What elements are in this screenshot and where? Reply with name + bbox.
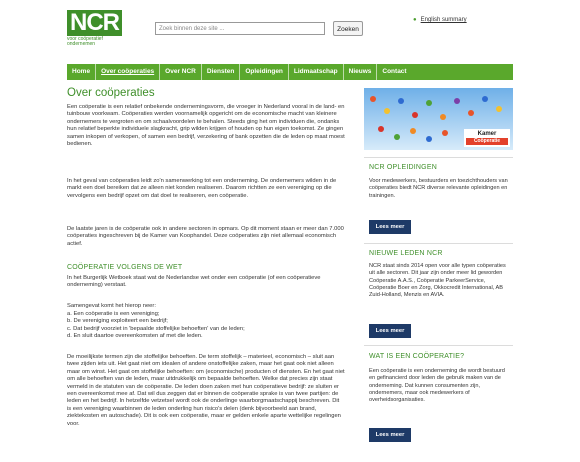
sidebar-text-wat-is: Een coöperatie is een onderneming die wordt bestuurd en gefinancierd door leden die gebruik maken van de onderneming. Dat kunnen consumenten zijn, ondernemers, maar ook medewerkers of overheidsorganisaties. xyxy=(369,368,505,404)
skydiver-figure xyxy=(370,96,376,102)
nav-contact[interactable]: Contact xyxy=(382,68,407,75)
lees-meer-button-opleidingen[interactable]: Lees meer xyxy=(369,220,411,234)
paragraph-6: De moeilijkste termen zijn die stoffelijke behoeften. De term stoffelijk – materieel, economisch – sluit aan twee zijden iets uit. Het gaat niet om idealen of andere onstoffelijke zaken, maar het gaat ook niet alleen maar om winst. Het gaat om stoffelijke behoeften: om (economische) producten of diensten. En het gaat niet om alle behoeften van de leden, maar uitdrukkelijk om bepaalde behoeften. Welke dat precies zijn staat vermeld in de statuten van de coöperatie. De leden doen zaken met hun coöperatieve bedrijf: ze sluiten er een overeenkomst mee af. Dat wil dus zeggen dat er binnen de coöperatie sprake is van twee partijen: de leden en het bedrijf. In hetzelfde vetzetsel wordt ook de onderlinge waarborgmaatschappij beschreven. Dit is een vereniging waarbinnen de leden onderling hun risico's delen (denk bijvoorbeeld aan brand, ziektekosten en autoschade). Dit is ook een coöperatie, maar er gelden enkele aparte wettelijke regelingen voor. xyxy=(67,354,345,427)
page-title: Over coöperaties xyxy=(67,87,155,99)
english-summary-label: English summary xyxy=(420,17,467,23)
skydiver-figure xyxy=(454,98,460,104)
badge-line-1: Kamer xyxy=(477,131,497,137)
paragraph-4: In het Burgerlijk Wetboek staat wat de Nederlandse wet onder een coöperatie (of een coöperatieve onderneming) verstaat. xyxy=(67,275,321,289)
logo-tagline-1: voor coöperatief xyxy=(67,36,103,42)
english-summary-link[interactable] xyxy=(413,17,467,23)
nav-lidmaatschap[interactable]: Lidmaatschap xyxy=(289,64,344,80)
sidebar-heading-wat-is: WAT IS EEN COÖPERATIE? xyxy=(369,353,465,360)
list-item: c. Dat bedrijf voorziet in 'bepaalde stoffelijke behoeften' van de leden; xyxy=(67,325,245,332)
badge-line-2: Coöperatie xyxy=(466,138,508,145)
nav-diensten[interactable]: Diensten xyxy=(202,64,240,80)
nav-over-cooperaties[interactable]: Over coöperaties xyxy=(96,64,160,80)
lees-meer-button-wat-is[interactable]: Lees meer xyxy=(369,428,411,442)
skydiver-figure xyxy=(384,108,390,114)
kamer-cooperatie-badge xyxy=(464,129,510,147)
nav-home[interactable]: Home xyxy=(67,64,96,80)
paragraph-2: In het geval van coöperaties leidt zo'n samenwerking tot een onderneming. De ondernemers wilden in de markt een doel bereiken dat ze alleen niet konden realiseren. Daarom richtten ze een vereniging op die vervolgens een bedrijf opzet om dat doel te realiseren, een coöperatie. xyxy=(67,178,337,199)
sidebar-heading-nieuwe-leden: NIEUWE LEDEN NCR xyxy=(369,250,443,257)
summary-lead: Samengevat komt het hierop neer: xyxy=(67,303,156,309)
intro-paragraph: Een coöperatie is een relatief onbekende ondernemingsvorm, die vroeger in Nederland vooral in de land- en tuinbouw voorkwam. Coöperaties werden voornamelijk opgericht om de economische macht van kleinere ondernemers te vergroten en om schaalvoordelen te behalen. Steeds ging het om individuen die, ondanks hun relatief beperkte individuele slagkracht, grip wilden krijgen of houden op hun eigen toekomst. Ze gingen samen inkopen of verkopen, of samen een bedrijf, verzekering of bank opzetten die de leden op maat moest bedienen. xyxy=(67,104,345,148)
logo-text: NCR xyxy=(67,10,122,36)
skydiver-figure xyxy=(482,96,488,102)
list-item: b. De vereniging exploiteert een bedrijf; xyxy=(67,318,168,325)
divider xyxy=(364,345,513,346)
skydiver-figure xyxy=(378,126,384,132)
skydiver-figure xyxy=(394,134,400,140)
skydiver-figure xyxy=(410,128,416,134)
summary-list xyxy=(67,311,345,341)
logo-tagline-2: ondernemen xyxy=(67,41,96,47)
skydiver-figure xyxy=(468,110,474,116)
skydiver-figure xyxy=(426,100,432,106)
main-nav xyxy=(67,64,513,80)
lees-meer-button-nieuwe-leden[interactable]: Lees meer xyxy=(369,324,411,338)
skydiver-figure xyxy=(412,112,418,118)
skydiver-figure xyxy=(496,106,502,112)
skydiver-figure xyxy=(398,98,404,104)
nav-opleidingen[interactable]: Opleidingen xyxy=(240,64,289,80)
sidebar-heading-opleidingen: NCR OPLEIDINGEN xyxy=(369,164,437,171)
bullet-icon: ● xyxy=(413,17,417,23)
skydiver-figure xyxy=(440,114,446,120)
sidebar-text-opleidingen: Voor medewerkers, bestuurders en toezichthouders van coöperaties biedt NCR diverse relevante opleidingen en trainingen. xyxy=(369,178,508,199)
section-heading-wet: COÖPERATIE VOLGENS DE WET xyxy=(67,264,183,271)
list-item: a. Een coöperatie is een vereniging; xyxy=(67,311,160,317)
search-button[interactable]: Zoeken xyxy=(333,21,363,36)
nav-over-ncr[interactable]: Over NCR xyxy=(160,64,202,80)
list-item: d. En sluit daartoe overeenkomsten af met die leden. xyxy=(67,333,203,340)
ncr-logo[interactable] xyxy=(67,10,129,50)
divider xyxy=(364,243,513,244)
paragraph-3: De laatste jaren is de coöperatie ook in andere sectoren in opmars. Op dit moment staan er meer dan 7.000 coöperaties ingeschreven bij de Kamer van Koophandel. Deze coöperaties zijn niet allemaal economisch actief. xyxy=(67,226,344,247)
nav-nieuws[interactable]: Nieuws xyxy=(344,64,378,80)
logo-tagline xyxy=(67,37,129,47)
skydiver-figure xyxy=(442,130,448,136)
search-input[interactable]: Zoek binnen deze site ... xyxy=(155,22,325,35)
divider xyxy=(364,157,513,158)
skydiver-figure xyxy=(426,136,432,142)
hero-image[interactable] xyxy=(364,88,513,150)
sidebar-text-nieuwe-leden: NCR staat sinds 2014 open voor alle typen coöperaties uit alle sectoren. Dit jaar zijn onder meer lid geworden Coöperatie A.A.S., Coöperatie ParkeerService, Coöperatie Boer en Zorg, Okkocredit International, AB Zuid-Holland, Menzis en AVIA. xyxy=(369,263,506,299)
